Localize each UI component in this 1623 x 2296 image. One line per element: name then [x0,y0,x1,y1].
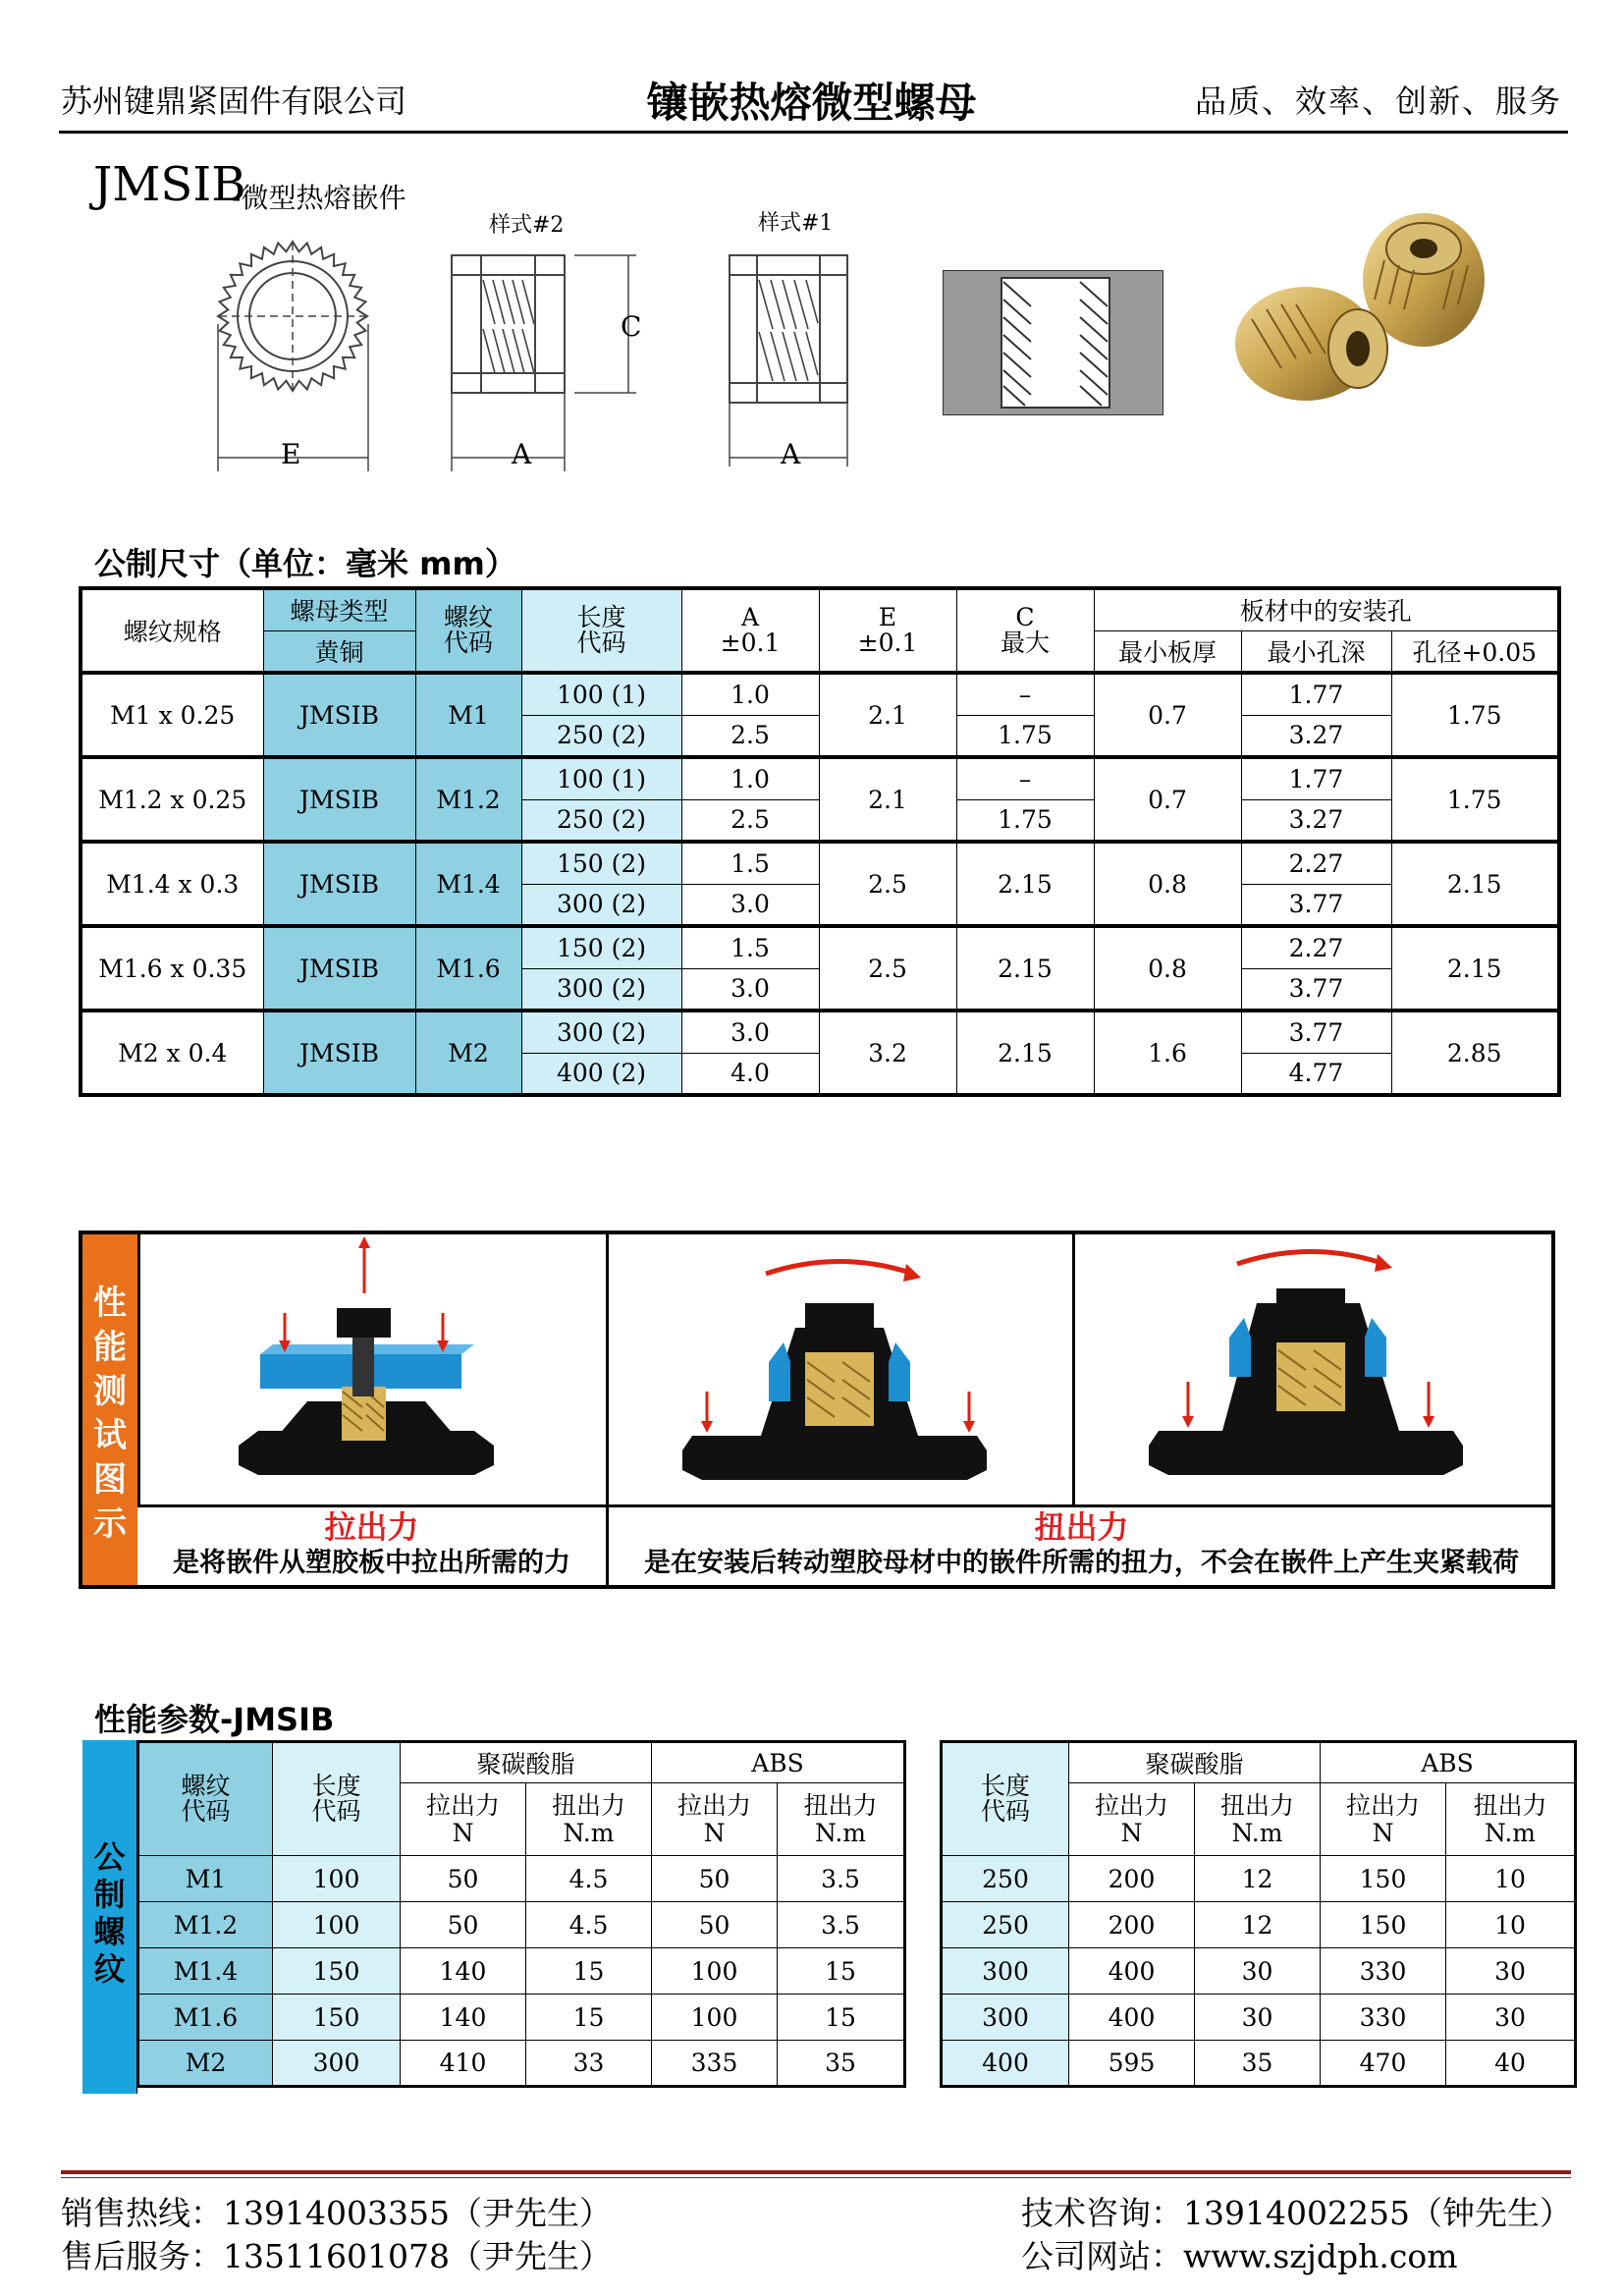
cell-c: 2.15 [956,842,1094,926]
cell-min-depth: 3.27 [1241,715,1391,757]
footer-divider-thin [61,2177,1571,2178]
perf-side-char: 能 [93,1328,127,1367]
cell-pc-torque: 4.5 [526,1902,652,1948]
slogan: 品质、效率、创新、服务 [1194,82,1562,120]
th-e: E ±0.1 [819,588,956,673]
table-row [138,1948,905,1995]
cell-length: 100 (1) [521,757,681,799]
th-brass: 黄铜 [263,630,415,673]
dim-c-label: C [621,310,642,343]
cell-length: 100 (1) [521,673,681,715]
cell-len-code: 300 [942,1995,1069,2041]
cell-min-depth: 4.77 [1241,1053,1391,1095]
cell-e: 3.2 [819,1011,956,1095]
th-pull: 拉出力 N [652,1783,778,1856]
cell-pc-pull: 140 [401,1995,526,2041]
cell-min-thick: 0.7 [1094,673,1241,757]
cell-a: 1.0 [681,757,819,799]
cell-hole-dia: 1.75 [1391,757,1559,842]
torque-test-panel-1 [606,1234,1075,1504]
cell-type: JMSIB [263,1011,415,1095]
brass-inserts-photo [1213,211,1497,422]
cell-thread: M1.4 x 0.3 [81,842,263,926]
company-website[interactable]: 公司网站：www.szjdph.com [1021,2237,1458,2275]
product-description: -微型热熔嵌件 [232,182,406,214]
performance-test-figure [79,1230,1555,1589]
company-name: 苏州键鼎紧固件有限公司 [61,82,407,120]
cell-length: 300 (2) [521,884,681,926]
cell-len-code: 250 [942,1856,1069,1902]
cell-abs-torque: 30 [1446,1995,1576,2041]
cell-pc-torque: 30 [1195,1995,1321,2041]
table-row [81,842,1559,884]
cell-length: 300 (2) [521,1011,681,1053]
sales-hotline: 销售热线：13914003355（尹先生） [61,2194,612,2232]
th-abs: ABS [652,1742,905,1783]
table-row [942,1995,1576,2041]
cell-abs-torque: 15 [778,1995,905,2041]
cell-code: M2 [415,1011,521,1095]
cell-min-depth: 3.77 [1241,884,1391,926]
perf-side-char: 图 [93,1460,127,1500]
param-side-char: 制 [93,1876,126,1913]
table-row [81,757,1559,799]
page-title: 镶嵌热熔微型螺母 [646,79,977,127]
cell-min-thick: 0.8 [1094,926,1241,1011]
th-min-thick: 最小板厚 [1094,630,1241,673]
cell-pc-torque: 30 [1195,1948,1321,1995]
cell-len-code: 250 [942,1902,1069,1948]
cell-pc-torque: 15 [526,1948,652,1995]
header-divider [59,131,1568,134]
insert-drawings [196,226,707,481]
th-torque: 扭出力 N.m [1446,1783,1576,1856]
cell-a: 3.0 [681,968,819,1011]
cell-pc-pull: 50 [401,1856,526,1902]
param-table-left [136,1740,906,2088]
dim-a-label-2: A [781,438,801,470]
cell-a: 3.0 [681,1011,819,1053]
cell-e: 2.1 [819,757,956,842]
th-min-depth: 最小孔深 [1241,630,1391,673]
cell-abs-torque: 10 [1446,1856,1576,1902]
table-row [942,1902,1576,1948]
table-row [942,1856,1576,1902]
cell-abs-pull: 470 [1321,2041,1446,2087]
th-torque: 扭出力 N.m [778,1783,905,1856]
th-abs: ABS [1321,1742,1576,1783]
cell-thread: M2 x 0.4 [81,1011,263,1095]
cell-hole-dia: 2.85 [1391,1011,1559,1095]
cell-hole-dia: 1.75 [1391,673,1559,757]
th-length-code: 长度 代码 [521,588,681,673]
cell-c: 1.75 [956,799,1094,842]
product-code: JMSIB [93,157,246,212]
installed-section-drawing [943,270,1163,415]
cell-min-depth: 3.77 [1241,1011,1391,1053]
cell-c: 1.75 [956,715,1094,757]
cell-a: 1.5 [681,842,819,884]
cell-len-code: 300 [273,2041,401,2087]
cell-len-code: 100 [273,1856,401,1902]
cell-a: 2.5 [681,715,819,757]
cell-thread-code: M1 [138,1856,273,1902]
cell-c: – [956,757,1094,799]
cell-thread-code: M1.2 [138,1902,273,1948]
pull-title: 拉出力 [324,1508,419,1546]
perf-side-char: 示 [93,1504,127,1544]
pull-caption [137,1504,606,1588]
tech-consult: 技术咨询：13914002255（钟先生） [1021,2194,1572,2232]
cell-code: M1.6 [415,926,521,1011]
table-row [81,926,1559,968]
cell-abs-torque: 35 [778,2041,905,2087]
style2-side-drawing [452,255,636,471]
cell-thread-code: M1.6 [138,1995,273,2041]
cell-length: 150 (2) [521,926,681,968]
cell-pc-pull: 140 [401,1948,526,1995]
style1-caption: 样式#1 [758,211,834,236]
cell-pc-pull: 595 [1069,2041,1195,2087]
cell-e: 2.5 [819,926,956,1011]
cell-abs-pull: 150 [1321,1856,1446,1902]
th-hole-dia: 孔径+0.05 [1391,630,1559,673]
torque-title: 扭出力 [1034,1508,1129,1546]
cell-abs-pull: 330 [1321,1995,1446,2041]
cell-abs-pull: 330 [1321,1948,1446,1995]
cell-thread: M1.6 x 0.35 [81,926,263,1011]
param-side-char: 公 [93,1838,126,1876]
cell-pc-pull: 200 [1069,1856,1195,1902]
cell-abs-torque: 3.5 [778,1902,905,1948]
cell-abs-torque: 15 [778,1948,905,1995]
th-pull: 拉出力 N [1321,1783,1446,1856]
th-nut-type: 螺母类型 [263,588,415,630]
cell-a: 4.0 [681,1053,819,1095]
cell-e: 2.5 [819,842,956,926]
perf-side-char: 性 [93,1284,127,1323]
th-len-code: 长度 代码 [273,1742,401,1856]
table-row [138,1856,905,1902]
cell-min-depth: 3.77 [1241,968,1391,1011]
th-pc: 聚碳酸脂 [401,1742,652,1783]
th-c: C 最大 [956,588,1094,673]
table-row [138,1995,905,2041]
pull-test-panel [137,1234,609,1504]
th-len-code: 长度 代码 [942,1742,1069,1856]
th-thread: 螺纹规格 [81,588,263,673]
cell-abs-pull: 100 [652,1995,778,2041]
th-torque: 扭出力 N.m [1195,1783,1321,1856]
perf-side-label [82,1234,137,1585]
cell-abs-torque: 30 [1446,1948,1576,1995]
perf-side-char: 测 [93,1372,127,1411]
cell-thread-code: M2 [138,2041,273,2087]
cell-type: JMSIB [263,673,415,757]
pull-desc: 是将嵌件从塑胶板中拉出所需的力 [173,1548,570,1578]
cell-abs-pull: 50 [652,1902,778,1948]
cell-a: 2.5 [681,799,819,842]
cell-c: 2.15 [956,1011,1094,1095]
cell-type: JMSIB [263,757,415,842]
cell-len-code: 100 [273,1902,401,1948]
cell-min-depth: 3.27 [1241,799,1391,842]
torque-caption [606,1504,1554,1588]
top-view-drawing [218,242,367,391]
cell-e: 2.1 [819,673,956,757]
th-pc: 聚碳酸脂 [1069,1742,1321,1783]
cell-length: 150 (2) [521,842,681,884]
th-pull: 拉出力 N [401,1783,526,1856]
param-side-char: 螺 [93,1913,126,1950]
style2-caption: 样式#2 [489,213,565,238]
footer-divider [61,2170,1571,2174]
dim-section-title: 公制尺寸（单位：毫米 mm） [94,545,516,582]
th-torque: 扭出力 N.m [526,1783,652,1856]
cell-len-code: 150 [273,1995,401,2041]
cell-min-depth: 2.27 [1241,926,1391,968]
cell-pc-pull: 200 [1069,1902,1195,1948]
cell-pc-pull: 400 [1069,1948,1195,1995]
cell-c: 2.15 [956,926,1094,1011]
cell-abs-pull: 335 [652,2041,778,2087]
cell-len-code: 300 [942,1948,1069,1995]
table-row [81,673,1559,715]
cell-c: – [956,673,1094,715]
cell-type: JMSIB [263,842,415,926]
cell-length: 250 (2) [521,799,681,842]
cell-pc-pull: 50 [401,1902,526,1948]
cell-pc-pull: 410 [401,2041,526,2087]
torque-desc: 是在安装后转动塑胶母材中的嵌件所需的扭力，不会在嵌件上产生夹紧载荷 [644,1548,1519,1578]
cell-abs-pull: 150 [1321,1902,1446,1948]
cell-abs-pull: 50 [652,1856,778,1902]
cell-pc-torque: 12 [1195,1902,1321,1948]
dim-e-label: E [281,438,301,470]
cell-length: 250 (2) [521,715,681,757]
cell-thread: M1.2 x 0.25 [81,757,263,842]
dim-a-label: A [512,438,532,470]
cell-pc-pull: 400 [1069,1995,1195,2041]
cell-pc-torque: 15 [526,1995,652,2041]
cell-a: 1.5 [681,926,819,968]
cell-min-thick: 0.8 [1094,842,1241,926]
table-row [138,1902,905,1948]
th-a: A ±0.1 [681,588,819,673]
cell-pc-torque: 12 [1195,1856,1321,1902]
th-pull: 拉出力 N [1069,1783,1195,1856]
cell-pc-torque: 33 [526,2041,652,2087]
cell-thread: M1 x 0.25 [81,673,263,757]
param-section-title: 性能参数-JMSIB [94,1701,335,1738]
param-side-char: 纹 [93,1950,126,1988]
cell-abs-torque: 10 [1446,1902,1576,1948]
cell-min-thick: 0.7 [1094,757,1241,842]
torque-test-panel-2 [1072,1234,1554,1504]
dimension-table [79,586,1561,1097]
cell-code: M1.2 [415,757,521,842]
cell-len-code: 150 [273,1948,401,1995]
param-side-label [82,1740,137,2094]
th-thread-code: 螺纹 代码 [415,588,521,673]
table-row [942,1948,1576,1995]
cell-type: JMSIB [263,926,415,1011]
cell-min-depth: 2.27 [1241,842,1391,884]
cell-pc-torque: 35 [1195,2041,1321,2087]
th-hole: 板材中的安装孔 [1094,588,1559,630]
cell-len-code: 400 [942,2041,1069,2087]
cell-abs-torque: 3.5 [778,1856,905,1902]
th-thread-code: 螺纹 代码 [138,1742,273,1856]
cell-min-depth: 1.77 [1241,757,1391,799]
cell-length: 300 (2) [521,968,681,1011]
table-row [81,1011,1559,1053]
cell-code: M1.4 [415,842,521,926]
table-row [942,2041,1576,2087]
cell-code: M1 [415,673,521,757]
cell-abs-torque: 40 [1446,2041,1576,2087]
cell-abs-pull: 100 [652,1948,778,1995]
cell-min-thick: 1.6 [1094,1011,1241,1095]
cell-pc-torque: 4.5 [526,1856,652,1902]
perf-side-char: 试 [93,1416,127,1455]
cell-a: 3.0 [681,884,819,926]
after-sales: 售后服务：13511601078（尹先生） [61,2237,612,2275]
cell-thread-code: M1.4 [138,1948,273,1995]
cell-length: 400 (2) [521,1053,681,1095]
table-row [138,2041,905,2087]
cell-hole-dia: 2.15 [1391,926,1559,1011]
cell-a: 1.0 [681,673,819,715]
cell-min-depth: 1.77 [1241,673,1391,715]
cell-hole-dia: 2.15 [1391,842,1559,926]
param-table-right [940,1740,1577,2088]
